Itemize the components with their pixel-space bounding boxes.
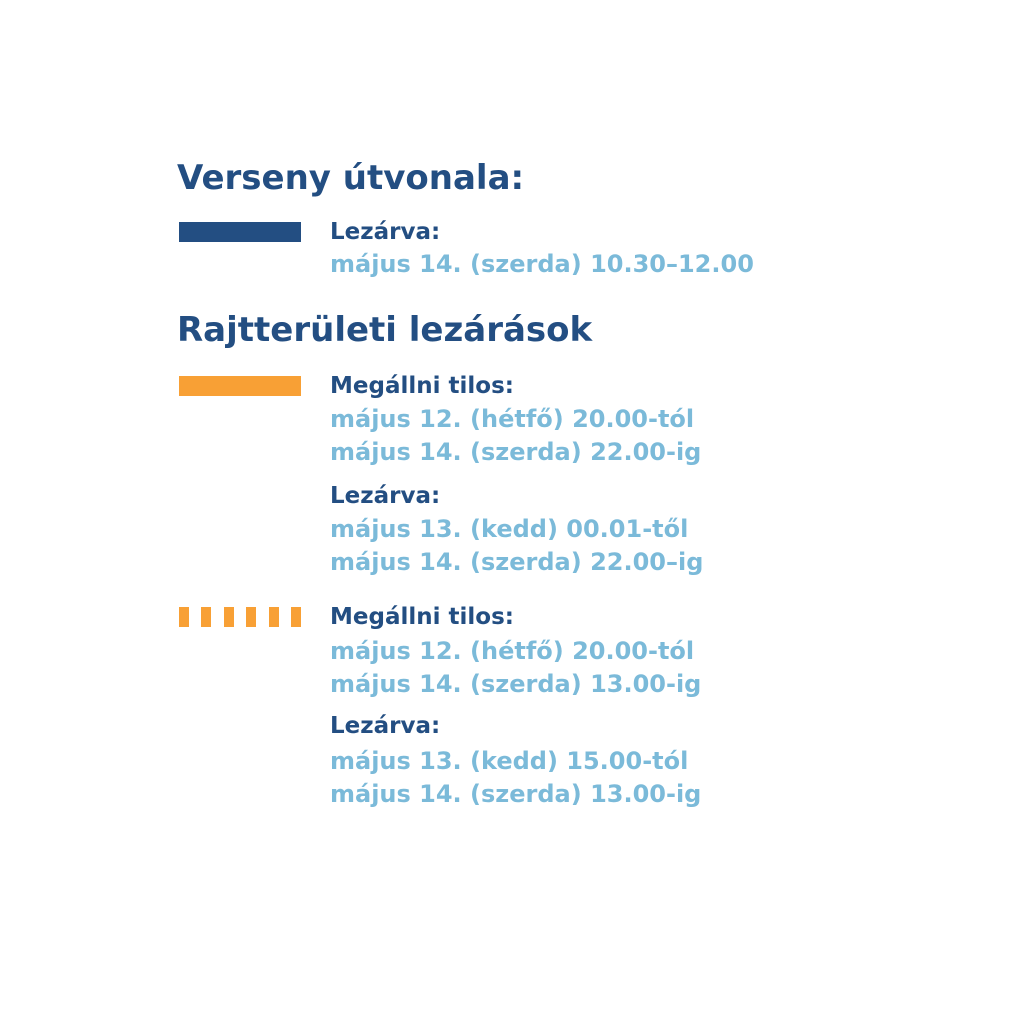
route-closed-label: Lezárva:	[330, 219, 441, 245]
dashed-no-stopping-label: Megállni tilos:	[330, 604, 514, 630]
solid-closed-label: Lezárva:	[330, 483, 441, 509]
dashed-closed-label: Lezárva:	[330, 713, 441, 739]
legend-dash	[224, 607, 234, 627]
route-closed-time: május 14. (szerda) 10.30–12.00	[330, 250, 754, 278]
solid-closed-until: május 14. (szerda) 22.00–ig	[330, 548, 704, 576]
route-heading: Verseny útvonala:	[177, 158, 525, 198]
legend-dash	[246, 607, 256, 627]
legend-dash	[291, 607, 301, 627]
start-area-legend-solid-line	[179, 376, 301, 396]
legend-dash	[201, 607, 211, 627]
solid-no-stopping-until: május 14. (szerda) 22.00-ig	[330, 438, 702, 466]
solid-no-stopping-from: május 12. (hétfő) 20.00-tól	[330, 405, 695, 433]
start-area-heading: Rajtterületi lezárások	[177, 310, 593, 350]
solid-closed-from: május 13. (kedd) 00.01-től	[330, 515, 689, 543]
legend-dash	[179, 607, 189, 627]
dashed-no-stopping-from: május 12. (hétfő) 20.00-tól	[330, 637, 695, 665]
legend-dash	[269, 607, 279, 627]
start-area-legend-dashed-line	[179, 607, 301, 627]
dashed-closed-until: május 14. (szerda) 13.00-ig	[330, 780, 702, 808]
dashed-no-stopping-until: május 14. (szerda) 13.00-ig	[330, 670, 702, 698]
dashed-closed-from: május 13. (kedd) 15.00-tól	[330, 747, 689, 775]
solid-no-stopping-label: Megállni tilos:	[330, 373, 514, 399]
route-legend-solid-line	[179, 222, 301, 242]
